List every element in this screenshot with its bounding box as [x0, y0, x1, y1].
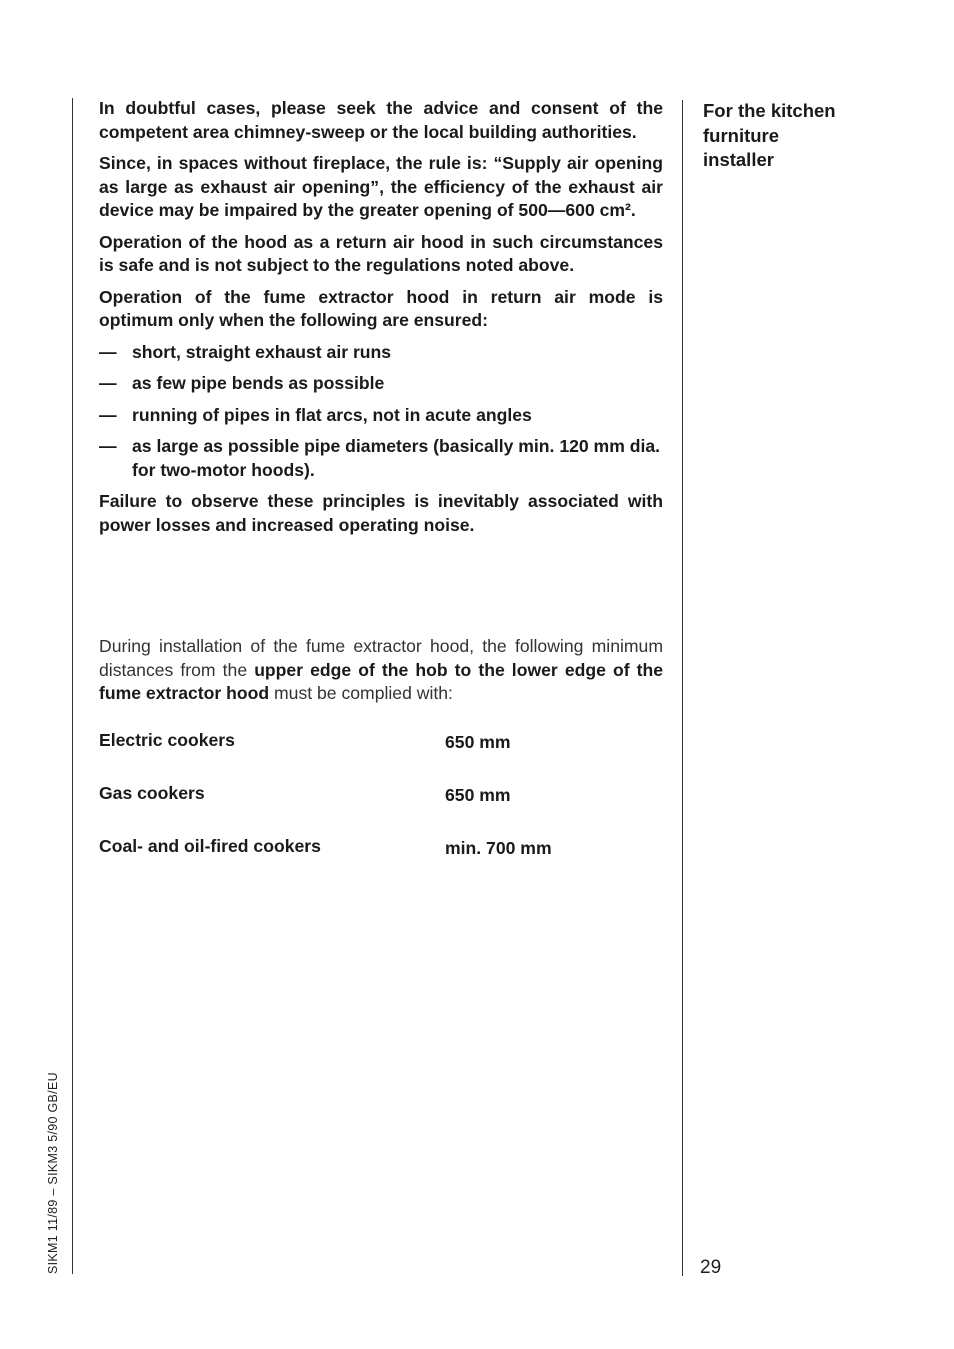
list-item-text: running of pipes in flat arcs, not in acute angles: [132, 404, 532, 425]
minimum-distance: 650 mm: [445, 785, 511, 805]
main-text-column: [99, 97, 663, 545]
paragraph-failure-warning: Failure to observe these principles is inevitably associated with power losses and increased operating noise.: [99, 491, 663, 535]
requirements-list: [99, 341, 663, 483]
paragraph-return-air-optimum: Operation of the fume extractor hood in return air mode is optimum only when the following are ensured:: [99, 286, 663, 330]
paragraph-return-air-safe: Operation of the hood as a return air hood in such circumstances is safe and is not subject to the regulations noted above.: [99, 231, 663, 275]
list-item: [99, 404, 663, 428]
dash-marker: —: [99, 436, 117, 456]
dash-marker: —: [99, 404, 117, 425]
cooker-type: Gas cookers: [99, 783, 205, 803]
side-heading-line: furniture: [703, 124, 780, 146]
list-item: [99, 435, 663, 482]
table-row: [99, 783, 663, 836]
side-heading-line: For the kitchen: [703, 100, 836, 121]
paragraph-doubtful-cases: In doubtful cases, please seek the advice and consent of the competent area chimney-sweep or the local building authorities.: [99, 98, 663, 142]
dash-marker: —: [99, 341, 117, 362]
list-item-text: short, straight exhaust air runs: [132, 341, 392, 362]
side-heading-line: installer: [703, 149, 774, 170]
installation-emphasis: upper edge of the hob to the lower edge of the fume extractor hood: [99, 659, 664, 703]
minimum-distance: 650 mm: [445, 732, 511, 752]
list-item-text: as few pipe bends as possible: [132, 373, 385, 393]
installation-outro: must be complied with:: [274, 683, 453, 703]
cooker-type: Electric cookers: [99, 730, 235, 750]
installation-paragraph: [99, 635, 663, 706]
column-divider-rule: [682, 100, 683, 1276]
page-number: 29: [700, 1257, 722, 1278]
document-code: SIKM1 11/89 – SIKM3 5/90 GB/EU: [46, 1072, 60, 1274]
list-item-text: as large as possible pipe diameters (basically min. 120 mm dia. for two-motor hoods).: [132, 436, 661, 480]
side-heading: [703, 99, 903, 173]
paragraph-supply-air: Since, in spaces without fireplace, the rule is: “Supply air opening as large as exhaust air opening”, the efficiency of the exhaust air device may be impaired by the greater opening of 500—600 cm².: [99, 153, 663, 220]
minimum-distances-table: [99, 730, 663, 889]
installation-intro: During installation of the fume extractor hood, the following minimum distances from the: [99, 636, 663, 680]
table-row: [99, 836, 663, 889]
cooker-type: Coal- and oil-fired cookers: [99, 836, 321, 856]
left-margin-rule: [72, 98, 73, 1274]
list-item: [99, 341, 663, 365]
dash-marker: —: [99, 373, 117, 393]
minimum-distance: min. 700 mm: [445, 838, 552, 858]
list-item: [99, 372, 663, 396]
table-row: [99, 730, 663, 783]
